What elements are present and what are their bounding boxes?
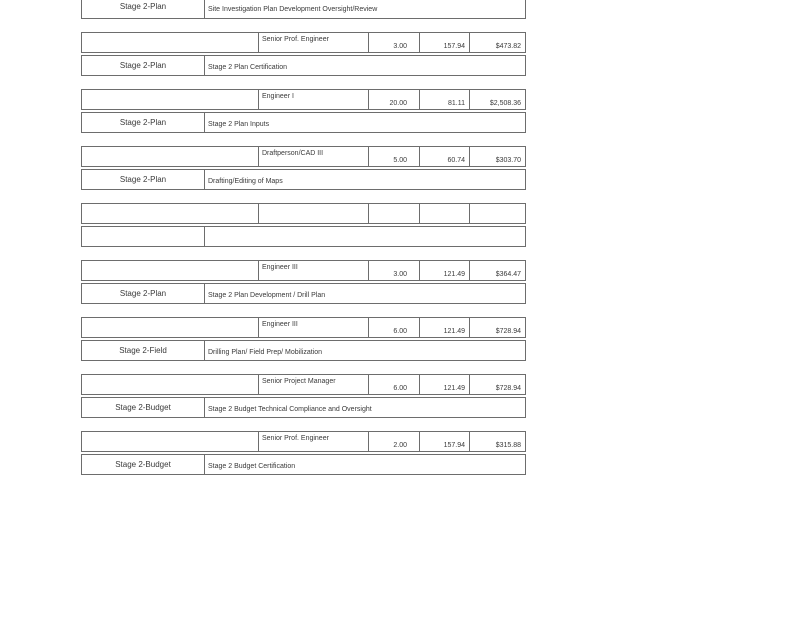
role-cell <box>258 147 368 166</box>
role-cell <box>258 33 368 52</box>
task-cell <box>204 341 525 360</box>
stage-label: Stage 2-Plan <box>119 2 167 11</box>
rate-value: 157.94 <box>443 442 465 449</box>
role-label: Engineer III <box>262 321 298 328</box>
role-cell <box>258 204 368 223</box>
total-value: $728.94 <box>495 385 521 392</box>
labor-row <box>81 374 526 395</box>
role-cell <box>258 432 368 451</box>
labor-row <box>81 317 526 338</box>
role-cell <box>258 261 368 280</box>
total-cell <box>469 261 525 280</box>
task-description: Site Investigation Plan Development Oversight/Review <box>208 6 378 13</box>
rate-cell <box>419 147 469 166</box>
total-value: $2,508.36 <box>489 100 521 107</box>
labor-entry <box>81 260 526 306</box>
rate-value: 81.11 <box>448 100 465 107</box>
labor-row <box>81 32 526 53</box>
hours-cell <box>368 33 419 52</box>
role-cell <box>258 318 368 337</box>
task-cell <box>204 284 525 303</box>
hours-cell <box>368 90 419 109</box>
task-row <box>81 283 526 304</box>
labor-entry <box>81 431 526 477</box>
total-cell <box>469 432 525 451</box>
labor-row <box>81 260 526 281</box>
stage-label: Stage 2-Budget <box>115 460 171 469</box>
rate-value: 60.74 <box>447 157 465 164</box>
rate-cell <box>419 204 469 223</box>
hours-value: 5.00 <box>393 157 407 164</box>
labor-row <box>81 431 526 452</box>
total-value: $303.70 <box>495 157 521 164</box>
hours-value: 20.00 <box>389 100 407 107</box>
task-row <box>81 340 526 361</box>
hours-cell <box>368 432 419 451</box>
task-description: Stage 2 Budget Certification <box>208 463 296 470</box>
rate-cell <box>419 375 469 394</box>
total-value: $315.88 <box>495 442 521 449</box>
rate-value: 157.94 <box>443 43 465 50</box>
task-cell <box>204 398 525 417</box>
labor-entry <box>81 146 526 192</box>
stage-label: Stage 2-Plan <box>119 289 167 298</box>
labor-entry <box>81 89 526 135</box>
role-cell <box>258 375 368 394</box>
task-cell <box>204 0 525 18</box>
task-description: Stage 2 Plan Development / Drill Plan <box>208 292 326 299</box>
labor-row <box>81 89 526 110</box>
task-cell <box>204 56 525 75</box>
total-value: $473.82 <box>495 43 521 50</box>
hours-value: 3.00 <box>393 43 407 50</box>
total-value: $728.94 <box>495 328 521 335</box>
task-cell <box>204 113 525 132</box>
hours-value: 6.00 <box>393 385 407 392</box>
rate-cell <box>419 261 469 280</box>
role-label: Senior Prof. Engineer <box>262 435 329 442</box>
stage-label: Stage 2-Field <box>119 346 167 355</box>
role-label: Engineer I <box>262 93 294 100</box>
rate-value: 121.49 <box>443 385 465 392</box>
hours-cell <box>368 375 419 394</box>
task-description: Stage 2 Plan Inputs <box>208 121 270 128</box>
total-cell <box>469 375 525 394</box>
total-cell <box>469 318 525 337</box>
task-cell <box>204 227 525 246</box>
task-description: Drilling Plan/ Field Prep/ Mobilization <box>208 349 322 356</box>
role-label: Senior Project Manager <box>262 378 336 385</box>
total-cell <box>469 204 525 223</box>
role-label: Senior Prof. Engineer <box>262 36 329 43</box>
stage-label: Stage 2-Plan <box>119 118 167 127</box>
labor-row <box>81 203 526 224</box>
total-cell <box>469 33 525 52</box>
task-description: Stage 2 Budget Technical Compliance and Oversight <box>208 406 372 413</box>
task-row <box>81 226 526 247</box>
task-row <box>81 55 526 76</box>
labor-entry <box>81 32 526 78</box>
task-row <box>81 454 526 475</box>
task-description: Drafting/Editing of Maps <box>208 178 283 185</box>
total-cell <box>469 90 525 109</box>
hours-cell <box>368 318 419 337</box>
task-cell <box>204 170 525 189</box>
task-description: Stage 2 Plan Certification <box>208 64 287 71</box>
role-label: Draftperson/CAD III <box>262 150 324 157</box>
total-value: $364.47 <box>495 271 521 278</box>
rate-cell <box>419 318 469 337</box>
stage-label: Stage 2-Plan <box>119 61 167 70</box>
rate-value: 121.49 <box>443 328 465 335</box>
labor-entry-empty <box>81 203 526 249</box>
task-row <box>81 397 526 418</box>
total-cell <box>469 147 525 166</box>
labor-row <box>81 146 526 167</box>
task-row <box>81 0 526 19</box>
hours-value: 2.00 <box>393 442 407 449</box>
labor-entry <box>81 374 526 420</box>
hours-cell <box>368 147 419 166</box>
rate-value: 121.49 <box>443 271 465 278</box>
labor-entry <box>81 317 526 363</box>
hours-cell <box>368 204 419 223</box>
rate-cell <box>419 432 469 451</box>
role-cell <box>258 90 368 109</box>
task-cell <box>204 455 525 474</box>
rate-cell <box>419 90 469 109</box>
rate-cell <box>419 33 469 52</box>
task-row <box>81 112 526 133</box>
stage-label: Stage 2-Plan <box>119 175 167 184</box>
hours-cell <box>368 261 419 280</box>
partial-row <box>81 0 526 19</box>
hours-value: 3.00 <box>393 271 407 278</box>
role-label: Engineer III <box>262 264 298 271</box>
task-row <box>81 169 526 190</box>
hours-value: 6.00 <box>393 328 407 335</box>
stage-label: Stage 2-Budget <box>115 403 171 412</box>
